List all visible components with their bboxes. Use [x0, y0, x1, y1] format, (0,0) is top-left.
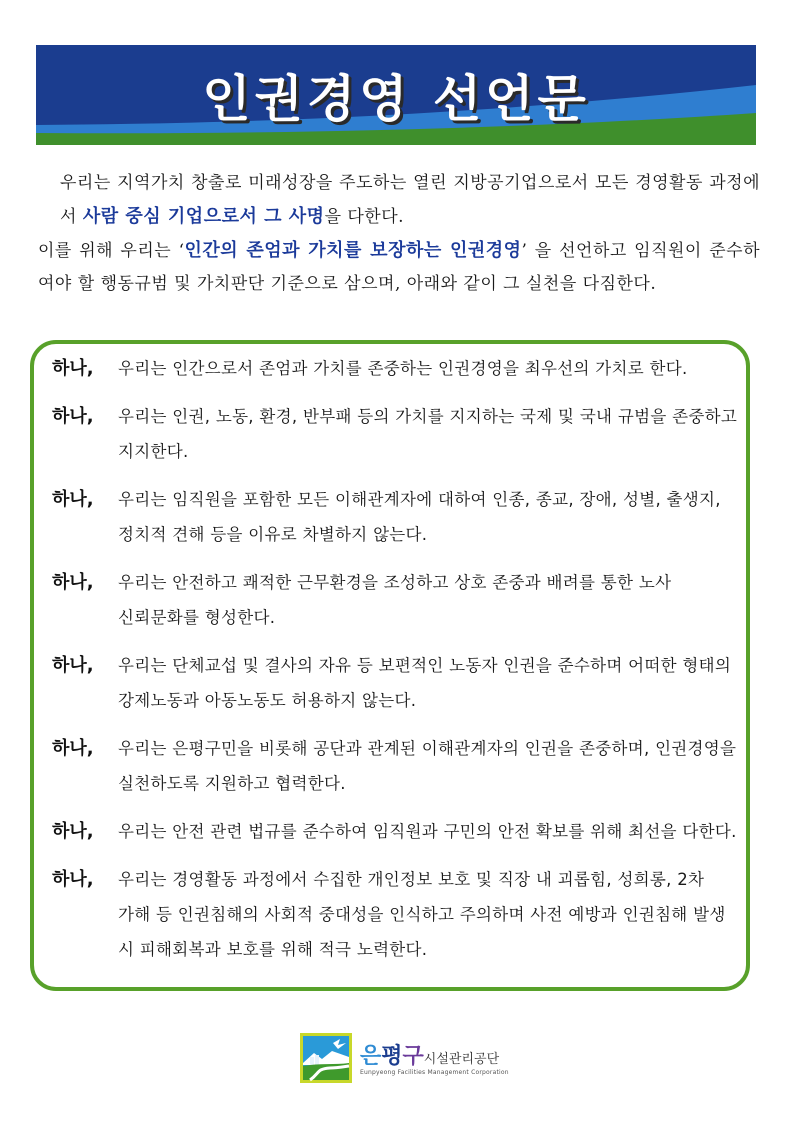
- title-banner: [36, 45, 756, 145]
- pledge-marker: 하나,: [52, 655, 94, 676]
- logo-english-name: Eunpyeong Facilities Management Corporation: [360, 1069, 509, 1076]
- intro-paragraph: [38, 167, 760, 301]
- logo-suffix: 시설관리공단: [423, 1052, 500, 1067]
- pledge-item: [52, 731, 742, 801]
- pledge-marker: 하나,: [52, 358, 94, 379]
- pledge-item: [52, 399, 742, 469]
- pledge-text: 우리는 은평구민을 비롯해 공단과 관계된 이해관계자의 인권을 존중하며, 인권경영을 실천하도록 지원하고 협력한다.: [118, 739, 737, 793]
- pledge-marker: 하나,: [52, 489, 94, 510]
- logo-char: 은: [360, 1044, 382, 1069]
- intro-text: 이를 위해 우리는 ‘: [38, 241, 185, 261]
- pledge-text: 우리는 안전 관련 법규를 준수하여 임직원과 구민의 안전 확보를 위해 최선을 다한다.: [118, 822, 737, 841]
- pledge-item: [52, 482, 742, 552]
- pledge-text: 우리는 단체교섭 및 결사의 자유 등 보편적인 노동자 인권을 준수하며 어떠한 형태의 강제노동과 아동노동도 허용하지 않는다.: [118, 656, 732, 710]
- page-title: 인권경영 선언문: [202, 70, 590, 128]
- pledge-item: [52, 351, 742, 386]
- pledge-text: 우리는 임직원을 포함한 모든 이해관계자에 대하여 인종, 종교, 장애, 성별, 출생지, 정치적 견해 등을 이유로 차별하지 않는다.: [118, 490, 721, 544]
- organization-logo: [300, 1033, 510, 1085]
- pledge-item: [52, 565, 742, 635]
- pledge-marker: 하나,: [52, 738, 94, 759]
- pledge-marker: 하나,: [52, 406, 94, 427]
- pledge-marker: 하나,: [52, 821, 94, 842]
- pledge-marker: 하나,: [52, 572, 94, 593]
- pledge-text: 우리는 인권, 노동, 환경, 반부패 등의 가치를 지지하는 국제 및 국내 규범을 존중하고 지지한다.: [118, 407, 738, 461]
- eunpyeong-emblem-icon: [300, 1033, 352, 1083]
- pledge-text: 우리는 안전하고 쾌적한 근무환경을 조성하고 상호 존중과 배려를 통한 노사 신뢰문화를 형성한다.: [118, 573, 672, 627]
- logo-wordmark: [360, 1039, 499, 1070]
- intro-highlight-mission: 사람 중심 기업으로서 그 사명: [82, 206, 325, 227]
- pledge-list: [52, 351, 742, 980]
- pledge-item: [52, 814, 742, 849]
- intro-text: 을 다한다.: [324, 207, 405, 227]
- logo-char: 구: [402, 1044, 424, 1069]
- logo-char: 평: [381, 1044, 403, 1069]
- intro-text: 우리는 지역가치 창출로 미래성장을 주도하는 열린 지방공기업으로서 모든 경영활동 과정에서: [60, 173, 760, 227]
- intro-text: ’ 을 선언하고 임직원이 준수하여야 할 행동규범 및 가치판단 기준으로 삼으며, 아래와 같이 그 실천을 다짐한다.: [38, 241, 760, 294]
- pledge-text: 우리는 인간으로서 존엄과 가치를 존중하는 인권경영을 최우선의 가치로 한다.: [118, 359, 688, 378]
- pledge-text: 우리는 경영활동 과정에서 수집한 개인정보 보호 및 직장 내 괴롭힘, 성희롱, 2차 가해 등 인권침해의 사회적 중대성을 인식하고 주의하며 사전 예방과 인권침해 발생 시 피해회복과 보호를 위해 적극 노력한다.: [118, 870, 726, 959]
- intro-highlight-declaration: 인간의 존엄과 가치를 보장하는 인권경영: [184, 240, 522, 261]
- pledge-item: [52, 862, 742, 967]
- pledge-marker: 하나,: [52, 869, 94, 890]
- pledge-item: [52, 648, 742, 718]
